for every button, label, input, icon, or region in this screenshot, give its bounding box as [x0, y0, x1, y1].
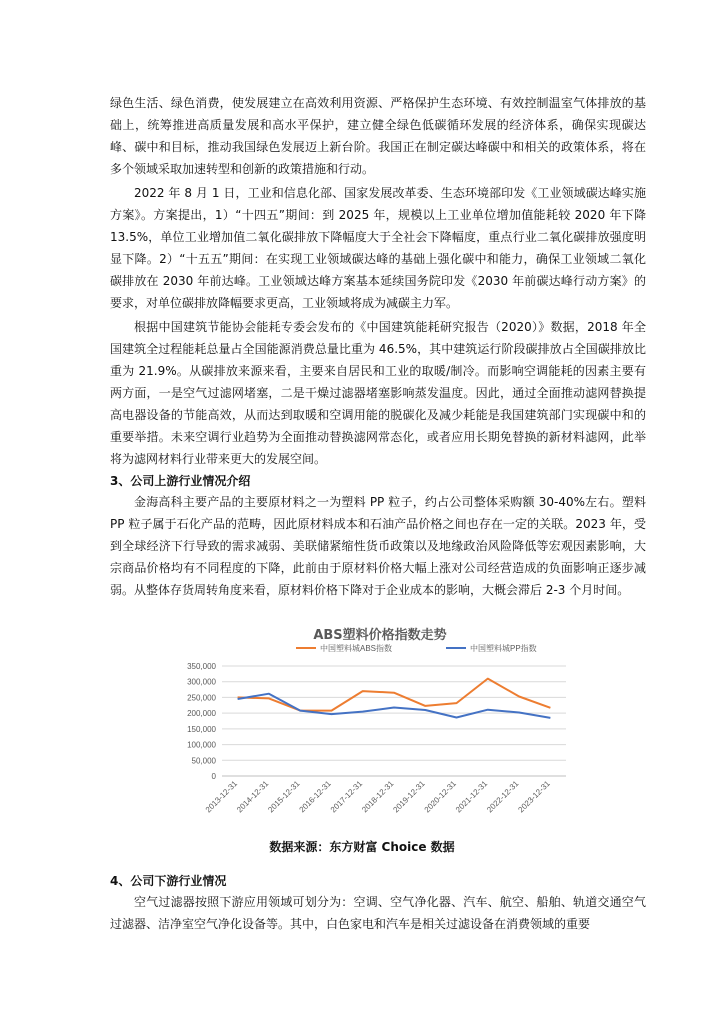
y-tick-label: 50,000 — [191, 756, 216, 766]
x-tick-label: 2018-12-31 — [360, 779, 396, 815]
y-tick-label: 200,000 — [187, 709, 216, 719]
y-tick-label: 350,000 — [187, 662, 216, 671]
x-tick-label: 2023-12-31 — [516, 779, 552, 815]
section-heading-upstream: 3、公司上游行业情况介绍 — [110, 474, 251, 488]
x-tick-label: 2015-12-31 — [266, 779, 302, 815]
legend-label: 中国塑料城PP指数 — [470, 644, 537, 653]
y-tick-label: 250,000 — [187, 693, 216, 703]
series-line-abs — [238, 679, 551, 711]
chart-title: ABS塑料价格指数走势 — [313, 628, 447, 643]
paragraph-green-development: 绿色生活、绿色消费，使发展建立在高效利用资源、严格保护生态环境、有效控制温室气体排放的基础上，统筹推进高质量发展和高水平保护，建立健全绿色低碳循环发展的经济体系，确保实现碳达峰、碳中和目标，推动我国绿色发展迈上新台阶。我国正在制定碳达峰碳中和相关的政策体系，将在多个领域采取加速转型和创新的政策措施和行动。 — [110, 96, 646, 176]
x-tick-label: 2013-12-31 — [203, 779, 240, 815]
y-tick-label: 150,000 — [187, 724, 216, 734]
paragraph-building-energy: 根据中国建筑节能协会能耗专委会发布的《中国建筑能耗研究报告（2020）》数据，2018 年全国建筑全过程能耗总量占全国能源消费总量比重为 46.5%，其中建筑运行阶段碳排放占全国碳排放比重为 21.9%。从碳排放来源来看，主要来自居民和工业的取暖/制冷。而影响空调能耗的因素主要有两方面，一是空气过滤网堵塞，二是干燥过滤器堵塞影响蒸发温度。因此，通过全面推动滤网替换提高电器设备的节能高效，从而达到取暖和空调用能的脱碳化及减少耗能是我国建筑部门实现碳中和的重要举措。未来空调行业趋势为全面推动替换滤网常态化，或者应用长期免替换的新材料滤网，此举将为滤网材料行业带来更大的发展空间。 — [110, 320, 646, 466]
x-tick-label: 2021-12-31 — [453, 779, 490, 815]
section-heading-downstream: 4、公司下游行业情况 — [110, 874, 227, 888]
x-tick-label: 2016-12-31 — [297, 779, 333, 815]
abs-price-chart — [168, 610, 592, 838]
x-tick-label: 2014-12-31 — [235, 779, 271, 815]
paragraph-industrial-carbon-plan: 2022 年 8 月 1 日，工业和信息化部、国家发展改革委、生态环境部印发《工业领域碳达峰实施方案》。方案提出，1）“十四五”期间：到 2025 年，规模以上工业单位增加值能耗较 2020 年下降 13.5%，单位工业增加值二氧化碳排放下降幅度大于全社会下降幅度，重点行业二氧化碳排放强度明显下降。2）“十五五”期间：在实现工业领域碳达峰的基础上强化碳中和能力，确保工业领域二氧化碳排放在 2030 年前达峰。工业领域达峰方案基本延续国务院印发《2030 年前碳达峰行动方案》的要求，对单位碳排放降幅要求更高，工业领域将成为减碳主力军。 — [110, 186, 646, 310]
x-tick-label: 2017-12-31 — [328, 779, 365, 815]
x-tick-label: 2020-12-31 — [422, 779, 458, 815]
y-tick-label: 300,000 — [187, 677, 216, 687]
paragraph-downstream: 空气过滤器按照下游应用领域可划分为：空调、空气净化器、汽车、航空、船舶、轨道交通空气过滤器、洁净室空气净化设备等。其中，白色家电和汽车是相关过滤设备在消费领域的重要 — [110, 895, 646, 931]
paragraph-upstream: 金海高科主要产品的主要原材料之一为塑料 PP 粒子，约占公司整体采购额 30-40%左右。塑料 PP 粒子属于石化产品的范畴，因此原材料成本和石油产品价格之间也存在一定的关联。2023 年，受到全球经济下行导致的需求减弱、美联储紧缩性货币政策以及地缘政治风险降低等宏观因素影响，大宗商品价格均有不同程度的下降，此前由于原材料价格大幅上涨对公司经营造成的负面影响正逐步减弱。从整体存货周转角度来看，原材料价格下降对于企业成本的影响，大概会滞后 2-3 个月时间。 — [110, 495, 646, 597]
chart-caption: 数据来源：东方财富 Choice 数据 — [269, 840, 455, 854]
x-tick-label: 2022-12-31 — [485, 779, 521, 815]
chart-canvas — [168, 610, 592, 838]
x-tick-label: 2019-12-31 — [391, 779, 427, 815]
y-tick-label: 100,000 — [187, 740, 216, 750]
y-tick-label: 0 — [211, 772, 216, 781]
legend-label: 中国塑料城ABS指数 — [320, 644, 393, 653]
